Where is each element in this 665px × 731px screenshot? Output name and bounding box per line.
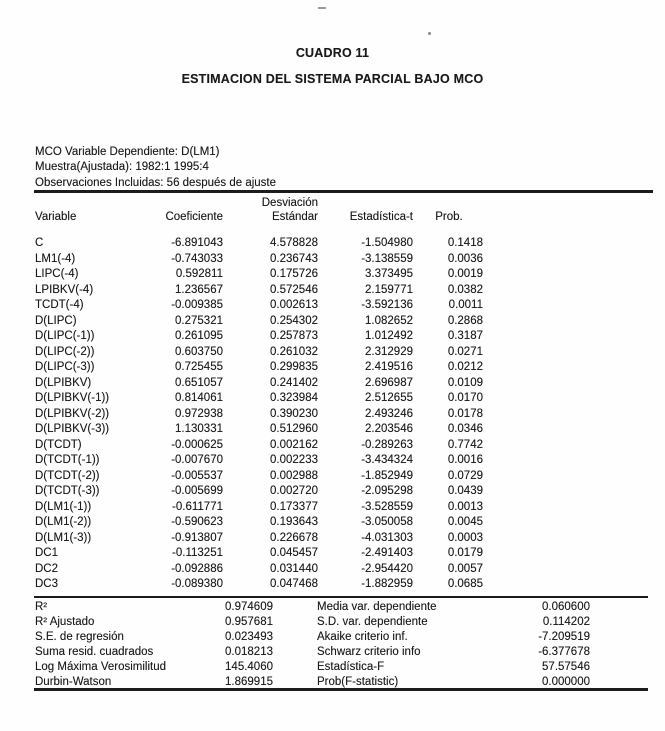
regression-table-body [35,236,485,593]
header-prob: Prob. [435,211,463,223]
summary-right-value: -7.209519 [538,631,590,643]
table-row [35,577,485,593]
row-prob: 0.0178 [447,407,483,420]
table-row [35,298,485,314]
row-t-stat: -2.095298 [361,485,413,497]
row-prob: 0.7742 [447,438,483,451]
row-prob: 0.0346 [447,423,483,435]
row-prob: 0.0003 [447,531,483,544]
summary-row [35,660,590,675]
row-variable: LM1(-4) [35,252,76,265]
row-std-error: 0.002988 [270,469,318,482]
table-subtitle: ESTIMACION DEL SISTEMA PARCIAL BAJO MCO [181,72,484,86]
row-variable: D(LIPC(-1)) [35,330,95,342]
table-row [35,562,485,578]
table-row [35,345,485,361]
row-std-error: 0.241402 [270,376,318,389]
row-prob: 0.0382 [447,283,483,296]
row-t-stat: -3.050058 [361,516,413,528]
row-prob: 0.0011 [448,299,483,311]
table-row [35,484,485,500]
header-row-1 [35,196,485,210]
row-t-stat: 2.696987 [365,376,413,389]
summary-right-label: Estadística-F [317,661,385,673]
table-row [35,314,485,330]
row-std-error: 0.047468 [270,578,318,590]
row-variable: D(LPIBKV(-2)) [35,407,110,420]
row-variable: D(LPIBKV(-1)) [35,392,110,404]
table-row [35,252,485,268]
summary-right-value: 57.57546 [542,661,590,673]
row-t-stat: -3.528559 [361,500,413,513]
row-coefficient: -0.092886 [171,562,223,575]
row-std-error: 0.572546 [270,283,318,296]
row-coefficient: -0.913807 [171,531,223,544]
sample-line: Muestra(Ajustada): 1982:1 1995:4 [35,161,209,174]
row-variable: D(LIPC) [35,314,77,327]
row-std-error: 4.578828 [270,237,318,249]
table-number-title: CUADRO 11 [295,46,370,60]
table-row [35,376,485,392]
row-variable: D(TCDT(-2)) [35,469,100,482]
header-spacer [35,225,485,236]
dependent-variable-line: MCO Variable Dependiente: D(LM1) [35,146,220,158]
summary-row [35,615,590,630]
row-std-error: 0.193643 [270,516,318,528]
row-t-stat: 2.512655 [365,392,413,404]
row-coefficient: -0.007670 [171,454,223,466]
table-row [35,531,485,547]
summary-left-label: Log Máxima Verosimilitud [35,661,167,673]
top-divider [34,190,653,193]
row-t-stat: 2.493246 [365,407,413,420]
row-variable: D(LM1(-3)) [35,531,92,544]
row-t-stat: -4.031303 [361,531,413,544]
row-prob: 0.0109 [447,376,483,389]
header-variable: Variable [35,211,77,223]
summary-left-label: S.E. de regresión [35,631,124,643]
summary-gap [273,660,317,675]
row-variable: D(LPIBKV) [35,376,92,389]
row-t-stat: -1.852949 [361,469,413,482]
header-row-2 [35,210,485,225]
row-variable: TCDT(-4) [35,299,84,311]
row-prob: 0.2868 [447,314,483,327]
summary-right-label: Media var. dependiente [317,601,437,613]
row-t-stat: -1.504980 [361,237,413,249]
row-variable: LIPC(-4) [35,268,79,280]
mid-divider [34,596,648,598]
row-t-stat: 3.373495 [365,268,413,280]
summary-left-label: R² Ajustado [35,616,95,628]
row-coefficient: -0.089380 [171,578,223,590]
row-prob: 0.0179 [447,547,483,559]
summary-right-label: Schwarz criterio info [317,646,421,658]
summary-right-value: -6.377678 [538,646,590,658]
table-row [35,422,485,438]
row-std-error: 0.045457 [270,547,318,559]
table-row [35,453,485,469]
row-coefficient: 1.130331 [175,423,223,435]
table-row [35,407,485,423]
summary-right-label: Prob(F-statistic) [317,676,399,688]
row-prob: 0.1418 [447,237,483,249]
row-prob: 0.3187 [447,330,483,342]
summary-left-label: R² [35,601,48,613]
row-coefficient: 0.651057 [175,376,223,389]
summary-left-value: 1.869915 [225,676,273,688]
row-variable: D(LM1(-1)) [35,500,92,513]
row-variable: LPIBKV(-4) [35,283,94,296]
summary-statistics-block [35,600,590,690]
row-std-error: 0.254302 [270,314,318,327]
row-t-stat: 2.159771 [365,283,413,296]
summary-right-value: 0.060600 [542,601,590,613]
row-t-stat: 2.312929 [365,345,413,358]
row-prob: 0.0013 [447,500,483,513]
table-row [35,438,485,454]
row-std-error: 0.002233 [270,454,318,466]
row-coefficient: -0.000625 [171,438,223,451]
row-coefficient: -0.005699 [171,485,223,497]
row-t-stat: -1.882959 [361,578,413,590]
header-stddev-line1: Desviación [261,197,318,209]
row-coefficient: -0.009385 [171,299,223,311]
row-prob: 0.0170 [447,392,483,404]
row-prob: 0.0036 [447,252,483,265]
row-std-error: 0.002720 [270,485,318,497]
row-variable: D(TCDT) [35,438,82,451]
row-t-stat: 2.419516 [365,361,413,373]
summary-right-value: 0.114202 [542,616,590,628]
table-row [35,267,485,283]
row-t-stat: -3.434324 [361,454,413,466]
summary-left-value: 0.957681 [225,616,273,628]
row-prob: 0.0685 [447,578,483,590]
row-coefficient: 0.972938 [175,407,223,420]
header-stddev-line2: Estándar [271,211,318,223]
summary-gap [273,615,317,630]
row-coefficient: -6.891043 [171,237,223,249]
row-variable: DC2 [35,562,59,575]
summary-left-label: Durbin-Watson [35,676,112,688]
row-prob: 0.0019 [447,268,483,280]
summary-gap [273,600,317,615]
row-std-error: 0.175726 [270,268,318,280]
table-row [35,546,485,562]
row-coefficient: 0.814061 [175,392,223,404]
summary-left-label: Suma resid. cuadrados [35,646,154,658]
row-coefficient: 0.725455 [175,361,223,373]
summary-right-value: 0.000000 [542,676,590,688]
observations-line: Observaciones Incluidas: 56 después de ajuste [35,176,277,189]
estimation-info-block [35,145,276,191]
row-std-error: 0.002613 [270,299,318,311]
header-tstat: Estadística-t [349,211,413,223]
summary-row [35,630,590,645]
summary-row [35,600,590,615]
table-row [35,469,485,485]
row-coefficient: -0.113251 [172,547,223,559]
scan-artifact [318,7,326,9]
header-coefficient: Coeficiente [165,211,223,223]
table-row [35,391,485,407]
row-variable: D(TCDT(-1)) [35,454,100,466]
row-t-stat: -3.138559 [361,252,413,265]
row-variable: D(LPIBKV(-3)) [35,423,110,435]
row-t-stat: -2.491403 [361,547,413,559]
summary-left-value: 145.4060 [225,661,273,673]
row-prob: 0.0016 [447,454,483,466]
summary-gap [273,630,317,645]
row-variable: D(LIPC(-3)) [35,361,95,373]
summary-gap [273,645,317,660]
regression-table [35,196,485,593]
row-t-stat: -3.592136 [361,299,413,311]
row-coefficient: 0.261095 [175,330,223,342]
row-coefficient: -0.590623 [171,516,223,528]
row-coefficient: -0.743033 [171,252,223,265]
row-std-error: 0.257873 [270,330,318,342]
row-variable: C [35,237,44,249]
row-variable: DC1 [35,547,59,559]
summary-left-value: 0.023493 [225,631,273,643]
row-std-error: 0.002162 [270,438,318,451]
row-variable: DC3 [35,578,59,590]
row-std-error: 0.323984 [270,392,318,404]
table-row [35,283,485,299]
row-prob: 0.0271 [447,345,483,358]
row-prob: 0.0045 [447,516,483,528]
summary-right-label: Akaike criterio inf. [317,631,408,643]
row-prob: 0.0057 [447,562,483,575]
row-coefficient: 0.603750 [175,345,223,358]
table-row [35,515,485,531]
summary-left-value: 0.018213 [225,646,273,658]
row-prob: 0.0729 [447,469,483,482]
summary-row [35,645,590,660]
row-coefficient: 1.236567 [175,283,223,296]
row-t-stat: -0.289263 [361,438,413,451]
row-prob: 0.0212 [447,361,483,373]
row-t-stat: -2.954420 [361,562,413,575]
row-std-error: 0.031440 [270,562,318,575]
summary-left-value: 0.974609 [225,601,273,613]
row-t-stat: 2.203546 [365,423,413,435]
table-row [35,236,485,252]
row-std-error: 0.299835 [270,361,318,373]
regression-table-header [35,196,485,236]
row-coefficient: 0.592811 [175,268,223,280]
summary-right-label: S.D. var. dependiente [317,616,428,628]
row-coefficient: -0.005537 [171,469,223,482]
row-prob: 0.0439 [447,485,483,497]
table-row [35,500,485,516]
scan-artifact [428,32,431,35]
table-row [35,329,485,345]
table-row [35,360,485,376]
row-std-error: 0.226678 [270,531,318,544]
row-variable: D(LIPC(-2)) [35,345,95,358]
row-t-stat: 1.082652 [365,314,413,327]
row-std-error: 0.261032 [270,345,318,358]
row-std-error: 0.390230 [270,407,318,420]
bottom-divider [34,688,648,691]
row-coefficient: -0.611771 [172,500,223,513]
row-t-stat: 1.012492 [365,330,413,342]
row-std-error: 0.236743 [270,252,318,265]
row-std-error: 0.512960 [270,423,318,435]
row-variable: D(LM1(-2)) [35,516,92,528]
row-variable: D(TCDT(-3)) [35,485,100,497]
row-coefficient: 0.275321 [175,314,223,327]
row-std-error: 0.173377 [270,500,318,513]
